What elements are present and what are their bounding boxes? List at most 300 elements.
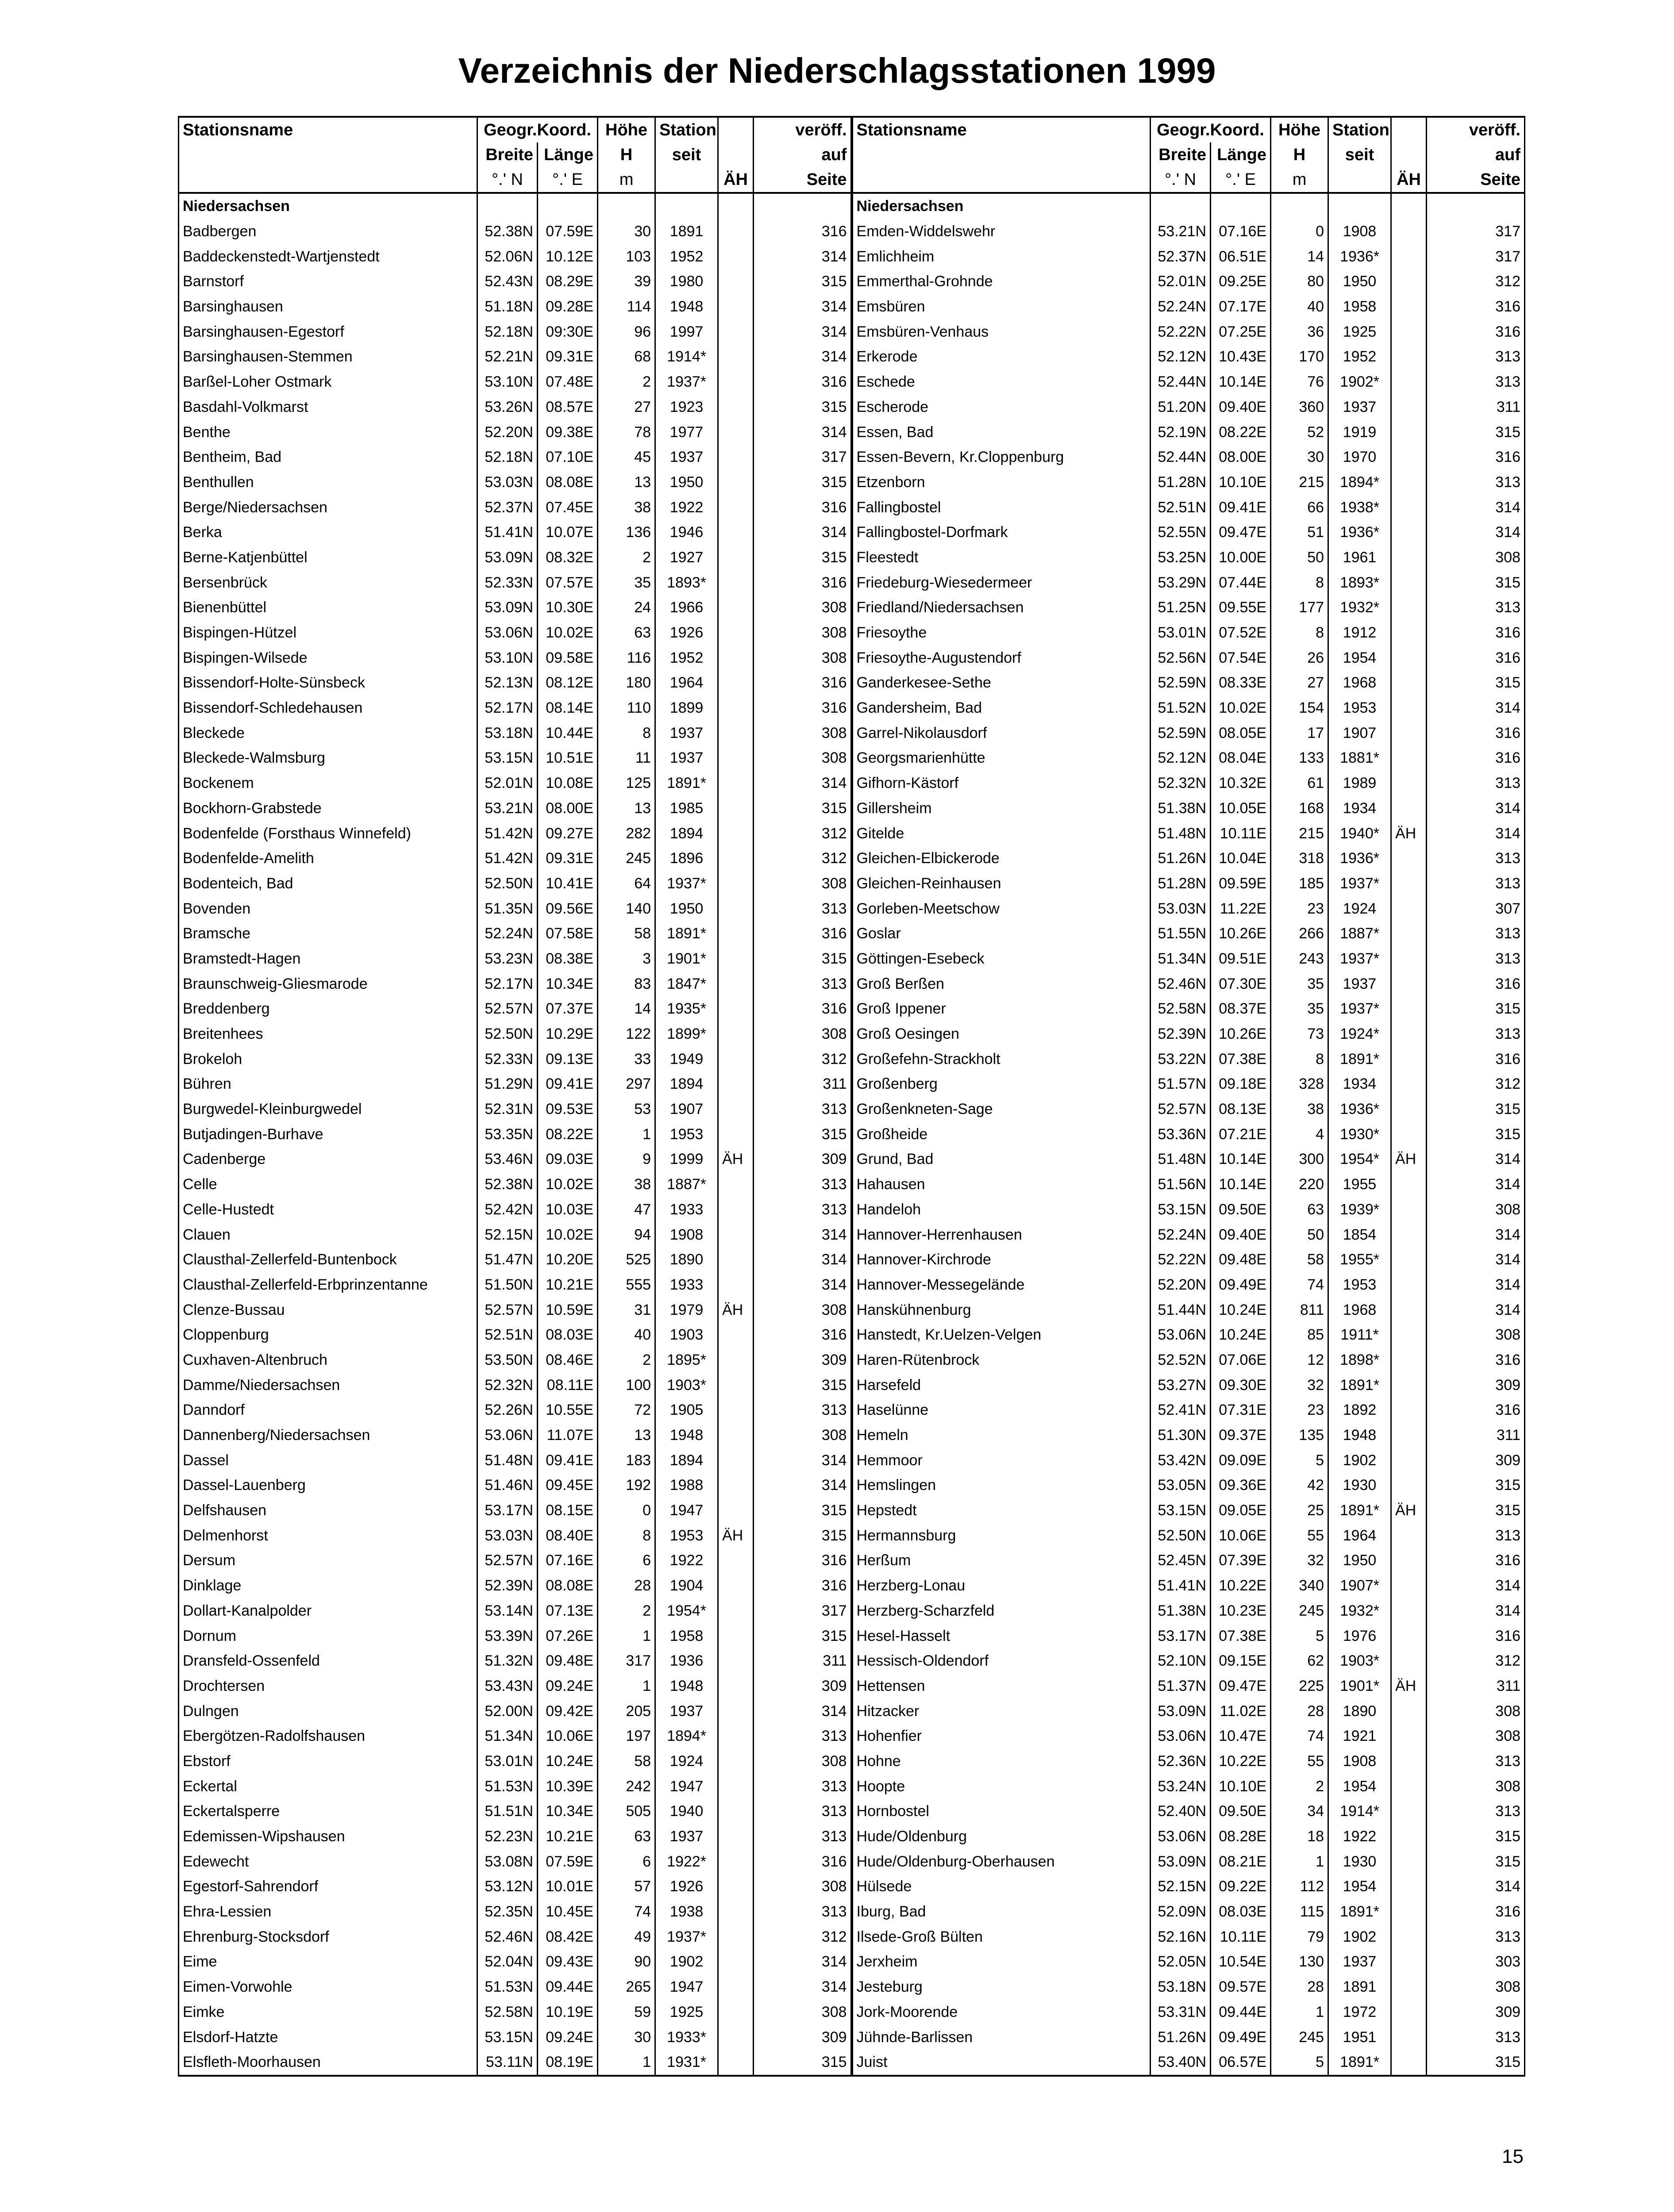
laenge-2: 09.57E xyxy=(1211,1974,1271,2000)
laenge: 09.44E xyxy=(538,1974,598,2000)
hoehe-2: 32 xyxy=(1271,1548,1328,1573)
aenderung-2 xyxy=(1391,1623,1427,1648)
breite-2: 53.09N xyxy=(1151,1849,1211,1874)
seite: 313 xyxy=(754,1799,852,1824)
hoehe-2: 58 xyxy=(1271,1247,1328,1272)
breite-2: 52.12N xyxy=(1151,344,1211,369)
hoehe-2: 36 xyxy=(1271,319,1328,344)
breite-2: 51.38N xyxy=(1151,1598,1211,1624)
aenderung xyxy=(718,344,754,369)
hoehe: 0 xyxy=(598,1498,655,1523)
station-name-2: Hohenfier xyxy=(852,1724,1151,1749)
seite-2: 315 xyxy=(1427,570,1525,595)
hoehe-2: 50 xyxy=(1271,1222,1328,1247)
hoehe: 8 xyxy=(598,1523,655,1548)
station-name-2: Jork-Moorende xyxy=(852,2000,1151,2025)
seite: 309 xyxy=(754,1348,852,1373)
aenderung-2 xyxy=(1391,1548,1427,1573)
col-seit-2: seit xyxy=(1328,142,1391,167)
seite: 316 xyxy=(754,570,852,595)
laenge: 10.21E xyxy=(538,1272,598,1298)
station-seit: 1927 xyxy=(655,545,718,570)
seite: 308 xyxy=(754,620,852,645)
station-name-2: Gleichen-Elbickerode xyxy=(852,846,1151,871)
seite-2: 308 xyxy=(1427,1774,1525,1799)
hoehe-2: 79 xyxy=(1271,1924,1328,1949)
station-name: Edewecht xyxy=(179,1849,477,1874)
station-seit: 1908 xyxy=(655,1222,718,1247)
table-row xyxy=(179,620,1525,645)
table-row xyxy=(179,1297,1525,1322)
breite: 53.12N xyxy=(477,1874,538,1899)
breite: 53.14N xyxy=(477,1598,538,1624)
breite: 52.35N xyxy=(477,1899,538,1924)
station-seit: 1979 xyxy=(655,1297,718,1322)
station-name-2: Essen-Bevern, Kr.Cloppenburg xyxy=(852,445,1151,470)
hoehe: 114 xyxy=(598,294,655,319)
station-name-2: Großefehn-Strackholt xyxy=(852,1046,1151,1071)
station-name: Butjadingen-Burhave xyxy=(179,1121,477,1147)
table-row xyxy=(179,595,1525,620)
hoehe: 30 xyxy=(598,219,655,244)
station-seit-2: 1976 xyxy=(1328,1623,1391,1648)
table-row xyxy=(179,1974,1525,2000)
laenge-2: 09.09E xyxy=(1211,1448,1271,1473)
laenge: 09.31E xyxy=(538,344,598,369)
station-name: Bentheim, Bad xyxy=(179,445,477,470)
hoehe-2: 35 xyxy=(1271,971,1328,996)
laenge: 10.02E xyxy=(538,1222,598,1247)
breite: 53.15N xyxy=(477,745,538,771)
table-row xyxy=(179,921,1525,946)
table-row xyxy=(179,1322,1525,1348)
breite-2: 52.37N xyxy=(1151,244,1211,269)
laenge-2: 09.49E xyxy=(1211,1272,1271,1298)
station-name: Bramstedt-Hagen xyxy=(179,946,477,972)
breite: 51.50N xyxy=(477,1272,538,1298)
station-name: Celle xyxy=(179,1172,477,1197)
laenge-2: 09.59E xyxy=(1211,871,1271,896)
seite-2: 311 xyxy=(1427,1423,1525,1448)
hoehe: 38 xyxy=(598,495,655,520)
station-seit: 1923 xyxy=(655,395,718,420)
table-row xyxy=(179,570,1525,595)
laenge: 10.51E xyxy=(538,745,598,771)
col-seite-2: Seite xyxy=(1427,167,1525,193)
aenderung: ÄH xyxy=(718,1523,754,1548)
aenderung-2 xyxy=(1391,395,1427,420)
laenge: 10.21E xyxy=(538,1824,598,1849)
seite: 309 xyxy=(754,1674,852,1699)
station-seit: 1924 xyxy=(655,1749,718,1774)
hoehe: 14 xyxy=(598,996,655,1022)
station-seit: 1940 xyxy=(655,1799,718,1824)
breite: 52.24N xyxy=(477,921,538,946)
breite: 51.18N xyxy=(477,294,538,319)
seite: 316 xyxy=(754,1322,852,1348)
col-h: H xyxy=(598,142,655,167)
station-seit-2: 1958 xyxy=(1328,294,1391,319)
seite: 314 xyxy=(754,771,852,796)
breite: 52.18N xyxy=(477,319,538,344)
station-name: Drochtersen xyxy=(179,1674,477,1699)
aenderung xyxy=(718,971,754,996)
hoehe-2: 74 xyxy=(1271,1724,1328,1749)
aenderung-2 xyxy=(1391,344,1427,369)
seite: 316 xyxy=(754,921,852,946)
hoehe: 35 xyxy=(598,570,655,595)
station-seit: 1926 xyxy=(655,1874,718,1899)
breite-2: 53.40N xyxy=(1151,2050,1211,2076)
hoehe-2: 55 xyxy=(1271,1749,1328,1774)
station-name-2: Gifhorn-Kästorf xyxy=(852,771,1151,796)
station-seit-2: 1891 xyxy=(1328,1974,1391,2000)
laenge-2: 10.47E xyxy=(1211,1724,1271,1749)
station-seit-2: 1912 xyxy=(1328,620,1391,645)
laenge: 08.12E xyxy=(538,670,598,695)
station-seit: 1937 xyxy=(655,720,718,745)
laenge: 10.24E xyxy=(538,1749,598,1774)
breite: 52.21N xyxy=(477,344,538,369)
station-name: Badbergen xyxy=(179,219,477,244)
hoehe: 64 xyxy=(598,871,655,896)
station-name: Berne-Katjenbüttel xyxy=(179,545,477,570)
station-seit-2: 1891* xyxy=(1328,1899,1391,1924)
station-seit: 1895* xyxy=(655,1348,718,1373)
aenderung-2 xyxy=(1391,1698,1427,1724)
hoehe-2: 5 xyxy=(1271,2050,1328,2076)
col-unit-m: m xyxy=(598,167,655,193)
table-row xyxy=(179,796,1525,821)
table-row xyxy=(179,871,1525,896)
station-name: Bovenden xyxy=(179,896,477,921)
station-seit: 1933 xyxy=(655,1272,718,1298)
hoehe-2: 63 xyxy=(1271,1197,1328,1222)
laenge-2: 09.55E xyxy=(1211,595,1271,620)
station-name: Braunschweig-Gliesmarode xyxy=(179,971,477,996)
station-name-2: Hermannsburg xyxy=(852,1523,1151,1548)
breite: 52.51N xyxy=(477,1322,538,1348)
breite: 52.50N xyxy=(477,1022,538,1047)
aenderung xyxy=(718,1046,754,1071)
station-seit: 1938 xyxy=(655,1899,718,1924)
seite-2: 314 xyxy=(1427,1222,1525,1247)
seite: 313 xyxy=(754,1774,852,1799)
breite: 52.46N xyxy=(477,1924,538,1949)
station-name-2: Juist xyxy=(852,2050,1151,2076)
laenge-2: 09.05E xyxy=(1211,1498,1271,1523)
station-seit-2: 1948 xyxy=(1328,1423,1391,1448)
seite-2: 313 xyxy=(1427,1799,1525,1824)
breite-2: 52.20N xyxy=(1151,1272,1211,1298)
hoehe-2: 52 xyxy=(1271,419,1328,445)
aenderung xyxy=(718,996,754,1022)
breite: 51.48N xyxy=(477,1448,538,1473)
seite-2: 316 xyxy=(1427,971,1525,996)
table-row xyxy=(179,344,1525,369)
breite-2: 53.17N xyxy=(1151,1623,1211,1648)
station-name: Barsinghausen-Stemmen xyxy=(179,344,477,369)
laenge: 07.13E xyxy=(538,1598,598,1624)
laenge-2: 08.21E xyxy=(1211,1849,1271,1874)
seite: 313 xyxy=(754,1824,852,1849)
breite: 51.29N xyxy=(477,1071,538,1097)
aenderung xyxy=(718,771,754,796)
laenge-2: 10.23E xyxy=(1211,1598,1271,1624)
seite: 313 xyxy=(754,1724,852,1749)
laenge-2: 09.15E xyxy=(1211,1648,1271,1674)
station-name-2: Escherode xyxy=(852,395,1151,420)
hoehe-2: 168 xyxy=(1271,796,1328,821)
table-row xyxy=(179,1423,1525,1448)
station-seit-2: 1954* xyxy=(1328,1147,1391,1172)
station-name-2: Herzberg-Lonau xyxy=(852,1573,1151,1598)
aenderung-2: ÄH xyxy=(1391,1674,1427,1699)
station-name-2: Hesel-Hasselt xyxy=(852,1623,1151,1648)
laenge: 07.57E xyxy=(538,570,598,595)
station-name: Elsfleth-Moorhausen xyxy=(179,2050,477,2076)
col-breite: Breite xyxy=(477,142,538,167)
breite-2: 53.06N xyxy=(1151,1322,1211,1348)
aenderung xyxy=(718,1874,754,1899)
aenderung-2 xyxy=(1391,1247,1427,1272)
station-name: Eimke xyxy=(179,2000,477,2025)
seite-2: 313 xyxy=(1427,871,1525,896)
laenge: 10.02E xyxy=(538,1172,598,1197)
aenderung xyxy=(718,319,754,344)
breite-2: 51.26N xyxy=(1151,2024,1211,2050)
breite-2: 52.24N xyxy=(1151,294,1211,319)
seite-2: 316 xyxy=(1427,620,1525,645)
aenderung-2 xyxy=(1391,1824,1427,1849)
hoehe: 192 xyxy=(598,1473,655,1498)
laenge: 08.08E xyxy=(538,470,598,495)
station-name: Ehra-Lessien xyxy=(179,1899,477,1924)
breite: 53.17N xyxy=(477,1498,538,1523)
seite: 316 xyxy=(754,695,852,721)
seite: 308 xyxy=(754,720,852,745)
station-seit: 1952 xyxy=(655,645,718,670)
hoehe-2: 1 xyxy=(1271,2000,1328,2025)
hoehe: 96 xyxy=(598,319,655,344)
aenderung xyxy=(718,1598,754,1624)
laenge: 08.46E xyxy=(538,1348,598,1373)
station-name-2: Hemmoor xyxy=(852,1448,1151,1473)
laenge-2: 09.50E xyxy=(1211,1197,1271,1222)
laenge-2: 07.16E xyxy=(1211,219,1271,244)
seite: 314 xyxy=(754,1949,852,1974)
station-seit: 1937 xyxy=(655,1824,718,1849)
station-name: Damme/Niedersachsen xyxy=(179,1372,477,1398)
seite: 315 xyxy=(754,1498,852,1523)
breite: 52.17N xyxy=(477,695,538,721)
col-ah-top xyxy=(718,117,754,142)
table-row xyxy=(179,2024,1525,2050)
table-header xyxy=(179,117,1525,193)
station-name: Delmenhorst xyxy=(179,1523,477,1548)
seite-2: 314 xyxy=(1427,821,1525,846)
seite: 316 xyxy=(754,1849,852,1874)
breite: 52.23N xyxy=(477,1824,538,1849)
station-seit: 1997 xyxy=(655,319,718,344)
laenge-2: 10.04E xyxy=(1211,846,1271,871)
station-name-2: Etzenborn xyxy=(852,470,1151,495)
breite-2: 52.09N xyxy=(1151,1899,1211,1924)
breite: 52.37N xyxy=(477,495,538,520)
table-row xyxy=(179,319,1525,344)
laenge: 10.19E xyxy=(538,2000,598,2025)
aenderung-2 xyxy=(1391,595,1427,620)
aenderung-2 xyxy=(1391,1046,1427,1071)
seite-2: 316 xyxy=(1427,1548,1525,1573)
station-name-2: Hannover-Herrenhausen xyxy=(852,1222,1151,1247)
laenge: 09.03E xyxy=(538,1147,598,1172)
breite: 52.13N xyxy=(477,670,538,695)
table-row xyxy=(179,1774,1525,1799)
seite: 312 xyxy=(754,821,852,846)
laenge-2: 07.44E xyxy=(1211,570,1271,595)
station-name-2: Großheide xyxy=(852,1121,1151,1147)
table-row xyxy=(179,1022,1525,1047)
laenge: 08.08E xyxy=(538,1573,598,1598)
hoehe: 13 xyxy=(598,1423,655,1448)
table-row xyxy=(179,1849,1525,1874)
hoehe-2: 42 xyxy=(1271,1473,1328,1498)
hoehe-2: 40 xyxy=(1271,294,1328,319)
station-name-2: Hessisch-Oldendorf xyxy=(852,1648,1151,1674)
aenderung: ÄH xyxy=(718,1297,754,1322)
seite: 308 xyxy=(754,1022,852,1047)
hoehe-2: 76 xyxy=(1271,369,1328,395)
hoehe: 525 xyxy=(598,1247,655,1272)
breite-2: 53.27N xyxy=(1151,1372,1211,1398)
aenderung xyxy=(718,821,754,846)
station-name: Dollart-Kanalpolder xyxy=(179,1598,477,1624)
station-seit: 1937* xyxy=(655,871,718,896)
col-auf: auf xyxy=(754,142,852,167)
station-seit-2: 1936* xyxy=(1328,244,1391,269)
laenge: 08.00E xyxy=(538,796,598,821)
breite: 52.33N xyxy=(477,570,538,595)
breite-2: 52.51N xyxy=(1151,495,1211,520)
hoehe-2: 12 xyxy=(1271,1348,1328,1373)
seite-2: 311 xyxy=(1427,1674,1525,1699)
aenderung xyxy=(718,796,754,821)
laenge-2: 09.37E xyxy=(1211,1423,1271,1448)
laenge-2: 07.54E xyxy=(1211,645,1271,670)
col-unit-m-2: m xyxy=(1271,167,1328,193)
station-seit-2: 1881* xyxy=(1328,745,1391,771)
col-ah-2: ÄH xyxy=(1391,167,1427,193)
table-row xyxy=(179,946,1525,972)
laenge-2: 09.47E xyxy=(1211,520,1271,545)
breite-2: 53.31N xyxy=(1151,2000,1211,2025)
hoehe-2: 55 xyxy=(1271,1523,1328,1548)
aenderung xyxy=(718,670,754,695)
breite: 51.47N xyxy=(477,1247,538,1272)
station-name: Dulngen xyxy=(179,1698,477,1724)
station-seit-2: 1908 xyxy=(1328,219,1391,244)
seite-2: 308 xyxy=(1427,545,1525,570)
laenge: 09.38E xyxy=(538,419,598,445)
station-seit: 1903* xyxy=(655,1372,718,1398)
breite: 53.03N xyxy=(477,1523,538,1548)
station-name-2: Hemslingen xyxy=(852,1473,1151,1498)
station-name-2: Harsefeld xyxy=(852,1372,1151,1398)
table-row xyxy=(179,1172,1525,1197)
station-name: Barßel-Loher Ostmark xyxy=(179,369,477,395)
aenderung xyxy=(718,445,754,470)
seite: 313 xyxy=(754,971,852,996)
hoehe-2: 243 xyxy=(1271,946,1328,972)
hoehe: 11 xyxy=(598,745,655,771)
breite-2: 53.24N xyxy=(1151,1774,1211,1799)
aenderung xyxy=(718,545,754,570)
station-seit: 1896 xyxy=(655,846,718,871)
station-name-2: Groß Oesingen xyxy=(852,1022,1151,1047)
table-row xyxy=(179,1097,1525,1122)
station-name: Cadenberge xyxy=(179,1147,477,1172)
aenderung-2 xyxy=(1391,419,1427,445)
laenge-2: 10.26E xyxy=(1211,1022,1271,1047)
station-name-2: Eschede xyxy=(852,369,1151,395)
hoehe: 183 xyxy=(598,1448,655,1473)
aenderung xyxy=(718,1172,754,1197)
region-heading: Niedersachsen xyxy=(179,193,477,219)
laenge: 09.58E xyxy=(538,645,598,670)
hoehe: 94 xyxy=(598,1222,655,1247)
hoehe: 317 xyxy=(598,1648,655,1674)
seite: 317 xyxy=(754,1598,852,1624)
station-seit-2: 1891* xyxy=(1328,1498,1391,1523)
hoehe: 116 xyxy=(598,645,655,670)
breite-2: 52.56N xyxy=(1151,645,1211,670)
laenge-2: 10.26E xyxy=(1211,921,1271,946)
breite-2: 53.18N xyxy=(1151,1974,1211,2000)
laenge: 10.39E xyxy=(538,1774,598,1799)
seite: 308 xyxy=(754,1874,852,1899)
station-seit-2: 1930* xyxy=(1328,1121,1391,1147)
breite-2: 52.50N xyxy=(1151,1523,1211,1548)
seite: 314 xyxy=(754,1974,852,2000)
station-seit-2: 1953 xyxy=(1328,1272,1391,1298)
col-station-2: Station xyxy=(1328,117,1391,142)
hoehe: 58 xyxy=(598,1749,655,1774)
laenge: 09.31E xyxy=(538,846,598,871)
station-seit: 1899* xyxy=(655,1022,718,1047)
hoehe: 2 xyxy=(598,1348,655,1373)
seite: 315 xyxy=(754,946,852,972)
seite-2: 315 xyxy=(1427,996,1525,1022)
hoehe-2: 35 xyxy=(1271,996,1328,1022)
station-seit-2: 1892 xyxy=(1328,1398,1391,1423)
laenge: 10.07E xyxy=(538,520,598,545)
station-name: Bühren xyxy=(179,1071,477,1097)
col-auf-2: auf xyxy=(1427,142,1525,167)
col-breite-2: Breite xyxy=(1151,142,1211,167)
aenderung-2 xyxy=(1391,1473,1427,1498)
station-seit: 1894 xyxy=(655,1448,718,1473)
station-name-2: Fallingbostel-Dorfmark xyxy=(852,520,1151,545)
seite-2: 313 xyxy=(1427,1749,1525,1774)
station-seit-2: 1924 xyxy=(1328,896,1391,921)
station-name-2: Hülsede xyxy=(852,1874,1151,1899)
laenge-2: 10.14E xyxy=(1211,369,1271,395)
seite-2: 315 xyxy=(1427,1097,1525,1122)
laenge: 08.22E xyxy=(538,1121,598,1147)
laenge: 10.34E xyxy=(538,971,598,996)
seite-2: 316 xyxy=(1427,1348,1525,1373)
